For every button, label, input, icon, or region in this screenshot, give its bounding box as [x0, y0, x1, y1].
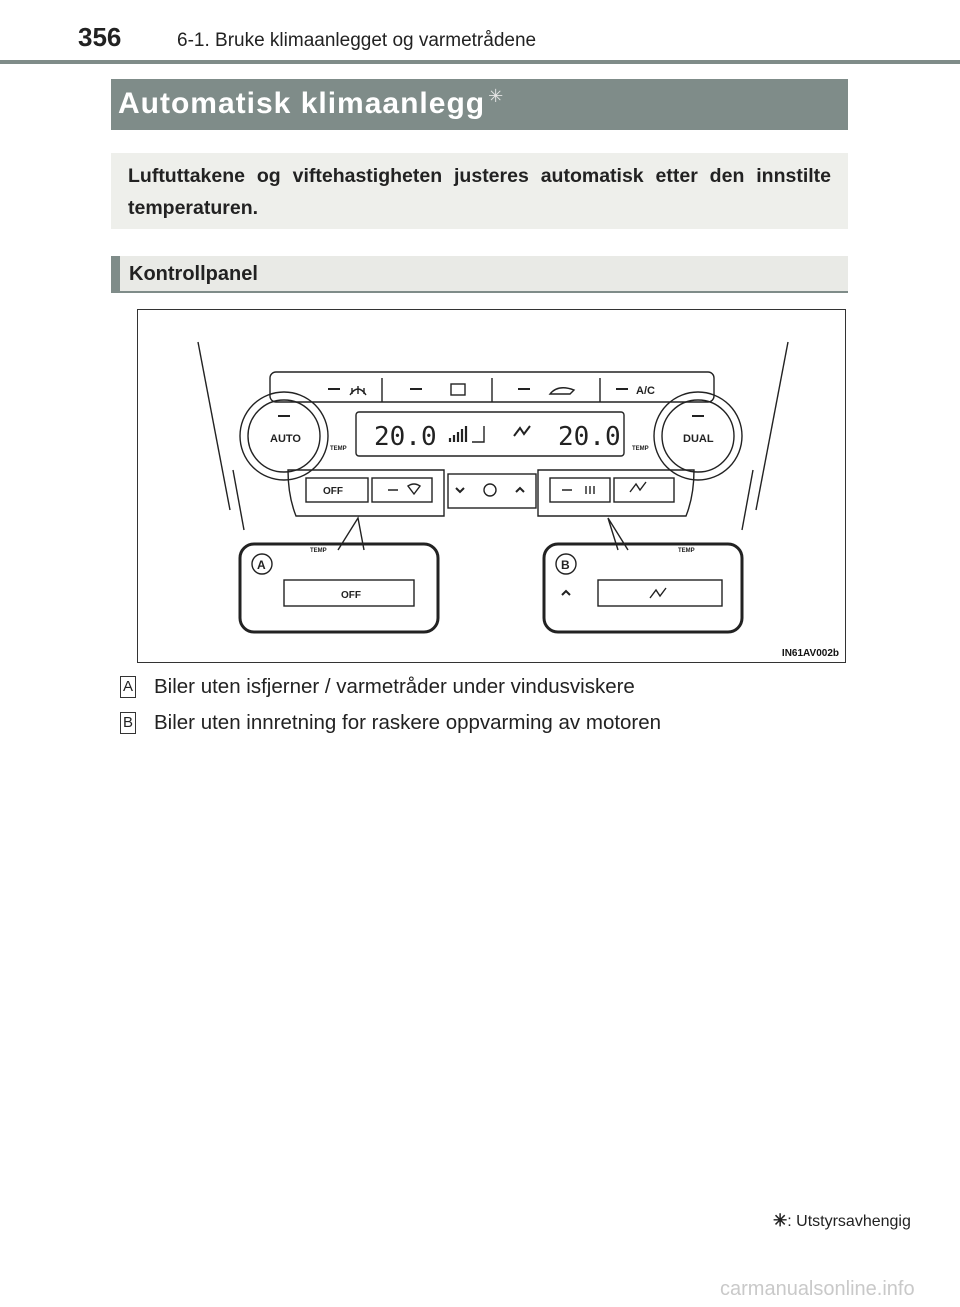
- wiper-deicer-icon: [388, 484, 420, 494]
- heater-icon: [562, 486, 594, 494]
- callout-b-temp: TEMP: [678, 548, 695, 554]
- note-a-letter: A: [120, 676, 136, 698]
- control-panel-illustration: [138, 310, 845, 662]
- callout-b-chevron: [562, 591, 570, 595]
- note-a: [120, 675, 635, 699]
- chapter-title: 6-1. Bruke klimaanlegget og varmetrådene: [177, 30, 537, 51]
- rear-defog-icon: [451, 384, 465, 395]
- callout-b-airflow-button: [598, 580, 722, 606]
- dash-line-left-inner: [233, 470, 244, 530]
- note-b-text: Biler uten innretning for raskere oppvarming av motoren: [154, 711, 662, 734]
- subsection-title: Kontrollpanel: [129, 263, 258, 285]
- section-title-text: Automatisk klimaanlegg: [118, 87, 486, 120]
- airflow-icon: [630, 482, 646, 492]
- callout-b-airflow-icon: [650, 588, 666, 598]
- wiper-deicer-button: [372, 478, 432, 502]
- temp-label-left: TEMP: [330, 446, 347, 452]
- intro-text: Luftuttakene og viftehastigheten justeres automatisk etter den innstilte temperaturen.: [128, 165, 831, 219]
- callout-a-fan-off-label: OFF: [341, 590, 361, 601]
- footnote: [773, 1211, 911, 1231]
- footnote-mark: ✳: [773, 1211, 788, 1230]
- recirculation-icon: [550, 388, 574, 394]
- fan-level-icon: [450, 426, 466, 442]
- windshield-defog-icon: [350, 386, 366, 395]
- airflow-mode-icon: [514, 426, 530, 436]
- callout-b-letter: B: [561, 558, 570, 572]
- dash-line-left: [198, 342, 230, 510]
- dash-line-right: [756, 342, 788, 510]
- fan-speed-chevrons: [456, 488, 524, 492]
- footnote-text: : Utstyrsavhengig: [787, 1213, 911, 1230]
- section-title: [118, 86, 504, 121]
- note-b-letter: B: [120, 712, 136, 734]
- temp-label-right: TEMP: [632, 446, 649, 452]
- page-number: 356: [78, 22, 122, 52]
- fan-off-label: OFF: [323, 486, 343, 497]
- header-rule: [0, 60, 960, 64]
- note-a-text: Biler uten isfjerner / varmetråder under vindusviskere: [154, 675, 635, 698]
- watermark: carmanualsonline.info: [720, 1278, 915, 1300]
- figure-id: IN61AV002b: [781, 648, 839, 659]
- subsection-bar: [111, 256, 120, 293]
- callout-a-temp: TEMP: [310, 548, 327, 554]
- optional-equipment-mark: ✳: [488, 86, 505, 106]
- left-temperature: 20.0: [374, 422, 437, 452]
- fan-icon: [484, 484, 496, 496]
- control-panel-figure: [137, 309, 846, 663]
- callout-a-letter: A: [257, 558, 266, 572]
- airflow-button: [614, 478, 674, 502]
- lower-right-panel: [538, 470, 694, 516]
- lower-left-panel: [288, 470, 444, 516]
- ac-label: A/C: [636, 385, 655, 397]
- dual-label: DUAL: [683, 433, 714, 445]
- dash-line-right-inner: [742, 470, 753, 530]
- right-temperature: 20.0: [558, 422, 621, 452]
- seat-heater-button: [550, 478, 610, 502]
- auto-label: AUTO: [270, 433, 301, 445]
- note-b: [120, 711, 661, 735]
